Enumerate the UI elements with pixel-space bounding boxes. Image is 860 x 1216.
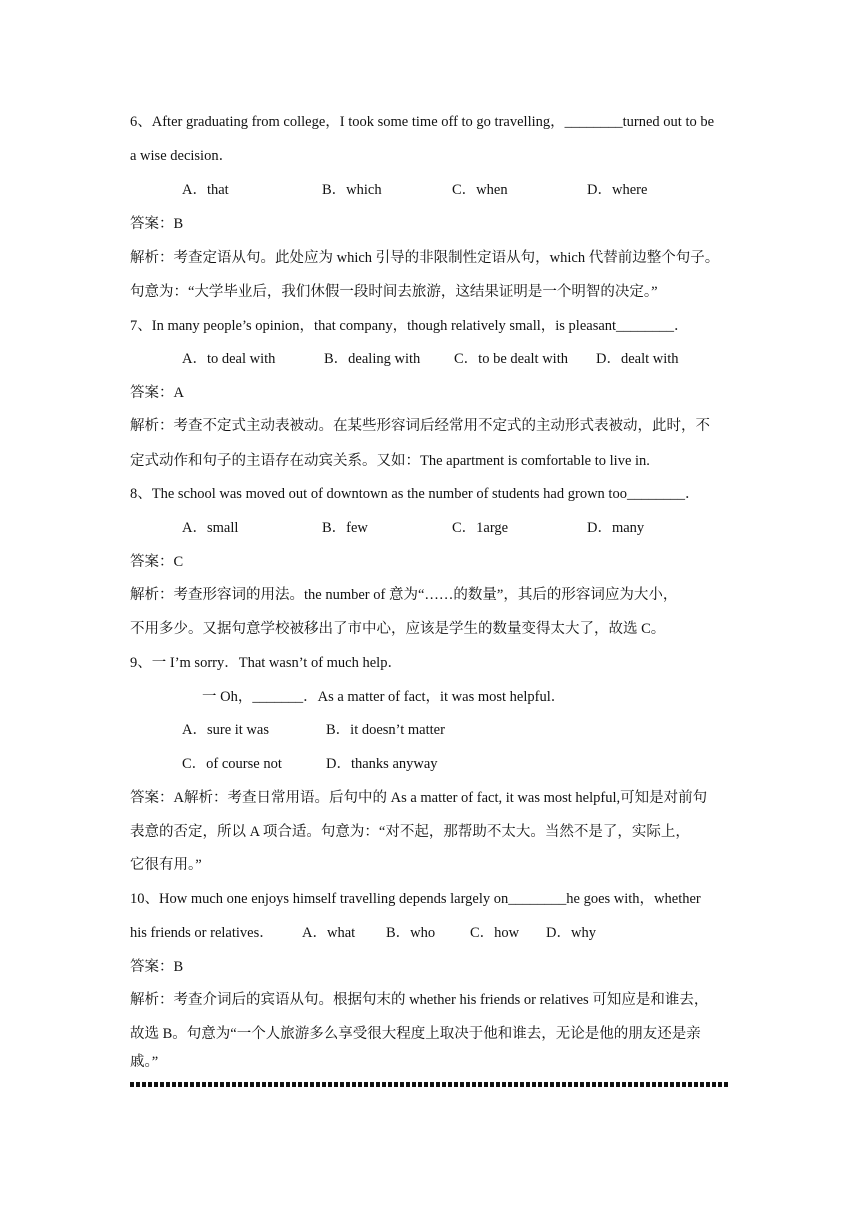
q7-option-c: C．to be dealt with bbox=[454, 351, 568, 367]
q6-answer: 答案：B bbox=[130, 216, 184, 232]
q6-stem-line2: a wise decision． bbox=[130, 148, 234, 164]
q9-option-b: B．it doesn’t matter bbox=[326, 722, 445, 738]
q6-option-b: B．which bbox=[322, 182, 382, 198]
q9-options-row2 bbox=[182, 754, 782, 774]
q10-stem-line1: 10、How much one enjoys himself travelling depends largely on________he goes with，whether bbox=[130, 891, 701, 907]
q6-option-d: D．where bbox=[587, 182, 648, 198]
q6-option-c: C．when bbox=[452, 182, 508, 198]
q9-answer-analysis-line1: 答案：A解析：考查日常用语。后句中的 As a matter of fact, it was most helpful,可知是对前句 bbox=[130, 790, 708, 806]
q10-option-c: C．how bbox=[470, 925, 520, 941]
q6-analysis-line1: 解析：考查定语从句。此处应为 which 引导的非限制性定语从句，which 代替前边整个句子。 bbox=[130, 250, 720, 266]
q7-stem-line1: 7、In many people’s opinion，that company，though relatively small，is pleasant________． bbox=[130, 318, 689, 334]
q7-analysis-line2: 定式动作和句子的主语存在动宾关系。又如：The apartment is comfortable to live in. bbox=[130, 453, 650, 469]
q7-analysis-line1: 解析：考查不定式主动表被动。在某些形容词后经常用不定式的主动形式表被动，此时，不 bbox=[130, 418, 710, 434]
q8-stem-line1: 8、The school was moved out of downtown as the number of students had grown too________． bbox=[130, 486, 700, 502]
q9-option-d: D．thanks anyway bbox=[326, 756, 438, 772]
q7-answer: 答案：A bbox=[130, 385, 184, 401]
dotted-divider bbox=[130, 1082, 730, 1087]
q10-stem-line2 bbox=[130, 923, 730, 943]
q8-option-d: D．many bbox=[587, 520, 645, 536]
q9-stem-line1: 9、一 I’m sorry．That wasn’t of much help． bbox=[130, 655, 402, 671]
q7-option-d: D．dealt with bbox=[596, 351, 679, 367]
q10-option-d: D．why bbox=[546, 925, 596, 941]
q8-option-a: A．small bbox=[182, 520, 239, 536]
q9-option-c: C．of course not bbox=[182, 756, 282, 772]
q6-option-a: A．that bbox=[182, 182, 229, 198]
q6-options bbox=[182, 180, 782, 200]
q8-option-c: C．1arge bbox=[452, 520, 509, 536]
q7-option-a: A．to deal with bbox=[182, 351, 276, 367]
q10-analysis-line1: 解析：考查介词后的宾语从句。根据句末的 whether his friends or relatives 可知应是和谁去， bbox=[130, 992, 709, 1008]
q9-stem-line2: 一 Oh，_______．As a matter of fact，it was most helpful． bbox=[202, 689, 566, 705]
q9-analysis-line3: 它很有用。” bbox=[130, 857, 202, 873]
q6-stem-line1: 6、After graduating from college，I took some time off to go travelling，________turned out to be bbox=[130, 114, 715, 130]
q8-answer: 答案：C bbox=[130, 554, 184, 570]
q8-analysis-line2: 不用多少。又据句意学校被移出了市中心，应该是学生的数量变得太大了，故选 C。 bbox=[130, 621, 666, 637]
q8-analysis-line1: 解析：考查形容词的用法。the number of 意为“……的数量”，其后的形容词应为大小， bbox=[130, 587, 678, 603]
q9-analysis-line2: 表意的否定，所以 A 项合适。句意为：“对不起，那帮助不太大。当然不是了，实际上， bbox=[130, 824, 690, 840]
q10-option-b: B．who bbox=[386, 925, 436, 941]
q7-option-b: B．dealing with bbox=[324, 351, 421, 367]
q8-options bbox=[182, 518, 782, 538]
q9-option-a: A．sure it was bbox=[182, 722, 269, 738]
q10-stem-text: his friends or relatives． bbox=[130, 925, 274, 941]
q6-analysis-line2: 句意为：“大学毕业后，我们休假一段时间去旅游，这结果证明是一个明智的决定。” bbox=[130, 284, 658, 300]
q10-analysis-line3: 戚。” bbox=[130, 1054, 159, 1070]
q10-answer: 答案：B bbox=[130, 959, 184, 975]
q9-options-row1 bbox=[182, 720, 782, 740]
q7-options bbox=[182, 349, 782, 369]
q8-option-b: B．few bbox=[322, 520, 368, 536]
q10-analysis-line2: 故选 B。句意为“一个人旅游多么享受很大程度上取决于他和谁去，无论是他的朋友还是亲 bbox=[130, 1026, 701, 1042]
q10-option-a: A．what bbox=[302, 925, 356, 941]
